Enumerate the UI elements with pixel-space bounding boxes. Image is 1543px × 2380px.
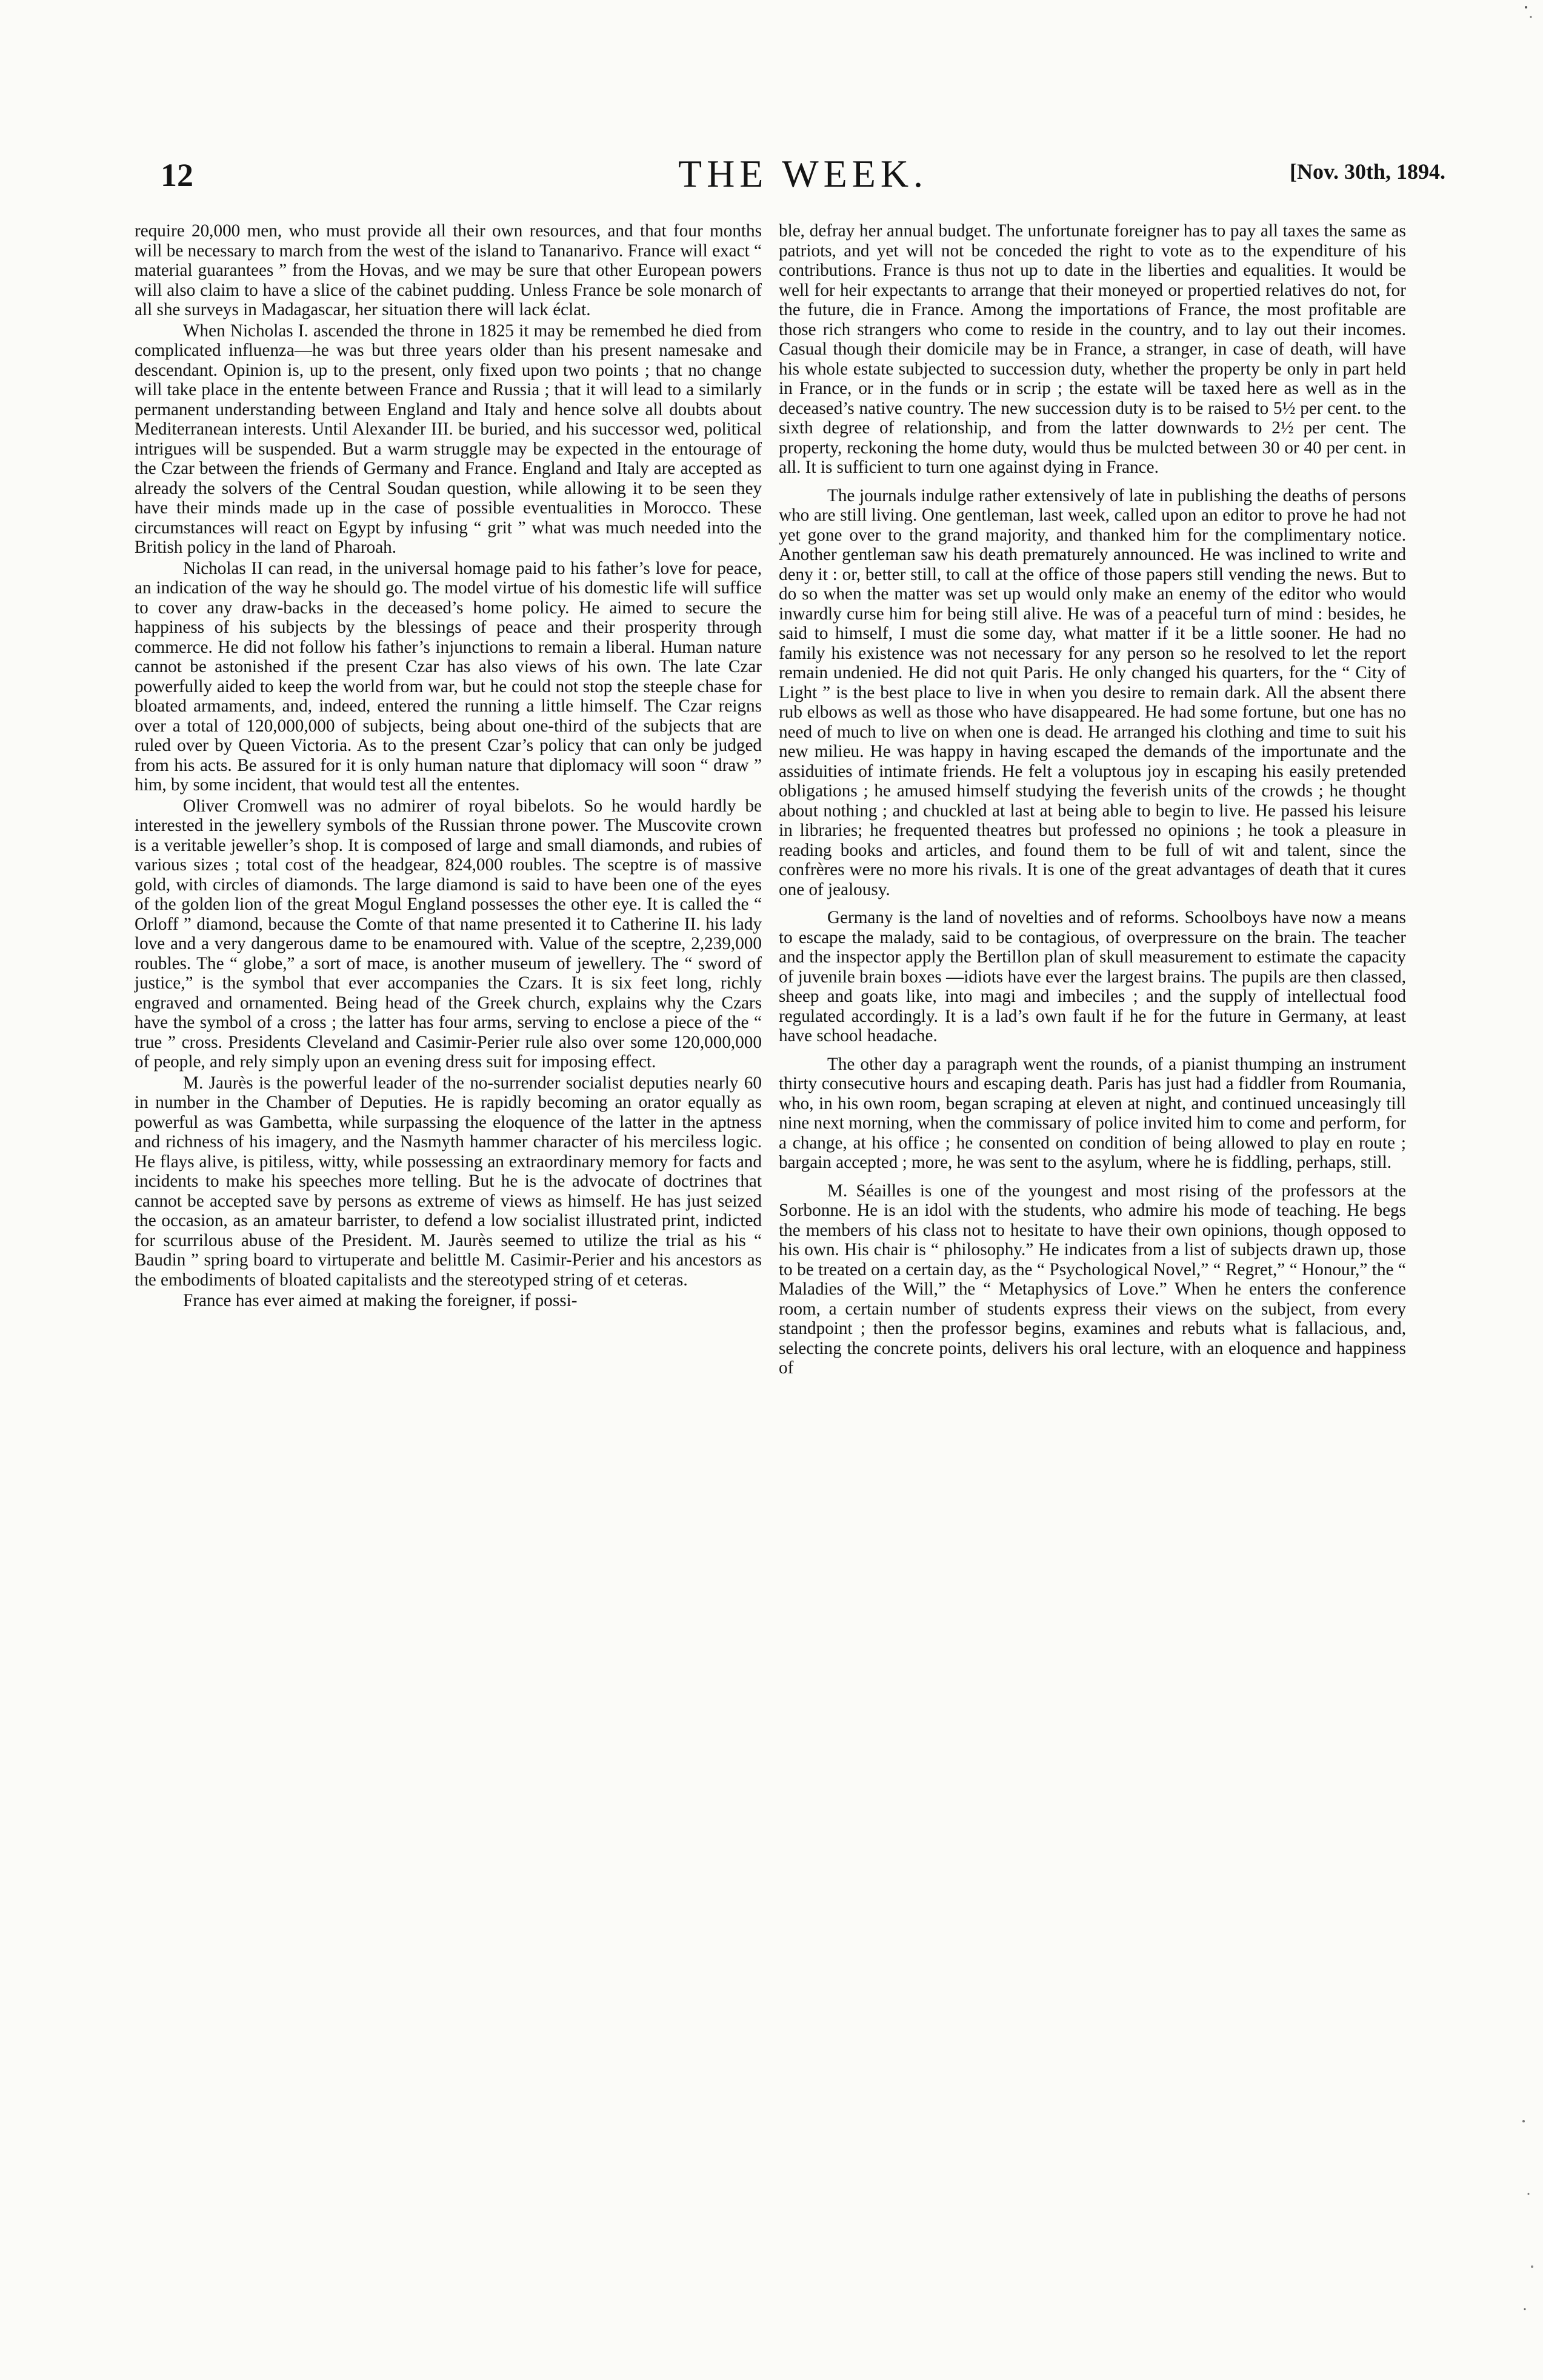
paragraph-cromwell-jewels: Oliver Cromwell was no admirer of royal bibelots. So he would hardly be interested in the jewellery symbols of the Russian throne power. The Muscovite crown is a veritable jeweller’s shop. It is composed of large and small diamonds, and rubies of various sizes ; total cost of the headgear, 824,000 roubles. The sceptre is of massive gold, with circles of diamonds. The large diamond is said to have been one of the eyes of the golden lion of the great Mogul England possesses the other eye. It is called the “ Orloff ” diamond, because the Comte of that name presented it to Catherine II. his lady love and a very dangerous dame to be enamoured with. Value of the sceptre, 2,239,000 roubles. The “ globe,” a sort of mace, is another museum of jewellery. The “ sword of justice,” is the symbol that ever accompanies the Czars. It is six feet long, richly engraved and ornamented. Being head of the Greek church, explains why the Czars have the symbol of a cross ; the latter has four arms, serving to enclose a piece of the “ true ” cross. Presidents Cleveland and Casimir-Perier rule also over some 120,000,000 of people, and rely simply upon an evening dress suit for imposing effect.: [135, 796, 762, 1072]
page-number: 12: [161, 157, 193, 193]
right-column: [779, 221, 1406, 1378]
paragraph-jaures: M. Jaurès is the powerful leader of the no-surrender socialist deputies nearly 60 in number in the Chamber of Deputies. He is rapidly becoming an orator equally as powerful as was Gambetta, while surpassing the eloquence of the latter in the aptness and richness of his imagery, and the Nasmyth hammer character of his merciless logic. He flays alive, is pitiless, witty, while possessing an extraordinary memory for facts and incidents to make his speeches more telling. But he is the advocate of doctrines that cannot be accepted save by persons as extreme of views as himself. He has just seized the occasion, as an amateur barrister, to defend a low socialist illustrated print, indicted for scurrilous abuse of the President. M. Jaurès seemed to utilize the trial as his “ Baudin ” spring board to virtuperate and belittle M. Casimir-Perier and his ancestors as the embodiments of bloated capitalists and the stereotyped string of et ceteras.: [135, 1073, 762, 1290]
page-header: [161, 152, 1445, 194]
paragraph-madagascar: require 20,000 men, who must provide all their own resources, and that four months will be necessary to march from the west of the island to Tananarivo. France will exact “ material guarantees ” from the Hovas, and we may be sure that other European powers will also claim to have a slice of the cabinet pudding. Unless France be sole monarch of all she surveys in Madagascar, her situation there will lack éclat.: [135, 221, 762, 319]
paragraph-false-deaths: The journals indulge rather extensively of late in publishing the deaths of persons who are still living. One gentleman, last week, called upon an editor to prove he had not yet gone over to the grand majority, and thanked him for the complimentary notice. Another gentleman saw his death prematurely announced. He was inclined to write and deny it : or, better still, to call at the office of those papers still vending the news. But to do so when the matter was set up would only make an enemy of the editor who would inwardly curse him for being still alive. He was of a peaceful turn of mind : besides, he said to himself, I must die some day, what matter if it be a little sooner. He had no family his existence was not necessary for any person so he resolved to let the report remain undenied. He did not quit Paris. He only changed his quarters, for the “ City of Light ” is the best place to live in when you desire to remain dark. All the absent there rub elbows as well as those who have disappeared. He had some fortune, but one has no need of much to live on when one is dead. He arranged his clothing and time to suit his new milieu. He was happy in having escaped the demands of the importunate and the assiduities of intimate friends. He felt a voluptous joy in escaping his easily pretended obligations ; he amused himself studying the feverish units of the crowds ; he thought about nothing ; and chuckled at last at being able to begin to live. He passed his leisure in libraries; he frequented theatres but professed no opinions ; he took a pleasure in reading books and articles, and found them to be full of wit and talent, since the confrères were no more his rivals. It is one of the great advantages of death that it cures one of jealousy.: [779, 485, 1406, 899]
paragraph-foreigner-start: France has ever aimed at making the foreigner, if possi-: [183, 1291, 578, 1310]
paragraph-fiddler: The other day a paragraph went the rounds, of a pianist thumping an instrument thirty consecutive hours and escaping death. Paris has just had a fiddler from Roumania, who, in his own room, began scraping at eleven at night, and continued unceasingly till nine next morning, when the commissary of police invited him to come and perform, for a change, at his office ; he consented on condition of being allowed to play en route ; bargain accepted ; more, he was sent to the asylum, where he is fiddling, perhaps, still.: [779, 1054, 1406, 1172]
left-column: [135, 221, 762, 1311]
paragraph-nicholas-ii: Nicholas II can read, in the universal homage paid to his father’s love for peace, an indication of the way he should go. The model virtue of his domestic life will suffice to cover any draw-backs in the deceased’s home policy. He aimed to secure the happiness of his subjects by the blessings of peace and their prosperity through commerce. He did not follow his father’s injunctions to remain a liberal. Human nature cannot be astonished if the present Czar has also views of his own. The late Czar powerfully aided to keep the world from war, but he could not stop the steeple chase for bloated armaments, and, indeed, entered the running a little himself. The Czar reigns over a total of 120,000,000 of subjects, being about one-third of the subjects that are ruled over by Queen Victoria. As to the present Czar’s policy that can only be judged from his acts. Be assured for it is only human nature that diplomacy will soon “ draw ” him, by some incident, that would test all the ententes.: [135, 558, 762, 795]
paragraph-foreigner-tax: ble, defray her annual budget. The unfortunate foreigner has to pay all taxes the same as patriots, and yet will not be conceded the right to vote as to the expenditure of his contributions. France is thus not up to date in the liberties and equalities. It would be well for heir expectants to arrange that their moneyed or propertied relatives do not, for the future, die in France. Among the importations of France, the most profitable are those rich strangers who come to reside in the country, and to lay out their incomes. Casual though their domicile may be in France, a stranger, in case of death, will have his whole estate subjected to succession duty, whether the property be only in part held in France, or in the funds or in scrip ; the estate will be taxed here as well as in the deceased’s native country. The new succession duty is to be raised to 5½ per cent. to the sixth degree of relationship, and from the latter downwards to 2½ per cent. The property, reckoning the home duty, would thus be mulcted between 30 or 40 per cent. in all. It is sufficient to turn one against dying in France.: [779, 221, 1406, 477]
publication-title: THE WEEK.: [678, 152, 928, 195]
paragraph-seailles: M. Séailles is one of the youngest and most rising of the professors at the Sorbonne. He is an idol with the students, who admire his mode of teaching. He begs the members of his class not to hesitate to have their own opinions, though opposed to his own. His chair is “ philosophy.” He indicates from a list of subjects drawn up, those to be treated on a certain day, as the “ Psychological Novel,” “ Regret,” “ Honour,” the “ Maladies of the Will,” the “ Metaphysics of Love.” When he enters the conference room, a certain number of students express their views on the subject, from every standpoint ; then the professor begins, examines and rebuts what is fallacious, and, selecting the concrete points, delivers his oral lecture, with an eloquence and happiness of: [779, 1181, 1406, 1378]
page-edge-specks: [1513, 0, 1537, 2380]
paragraph-germany-schools: Germany is the land of novelties and of reforms. Schoolboys have now a means to escape the malady, said to be contagious, of overpressure on the brain. The teacher and the inspector apply the Bertillon plan of skull measurement to estimate the capacity of juvenile brain boxes —idiots have ever the largest brains. The pupils are then classed, sheep and goats like, into magi and imbeciles ; and the supply of intellectual food regulated accordingly. It is a lad’s own fault if he for the future in Germany, at least have school headache.: [779, 908, 1406, 1045]
issue-date: [Nov. 30th, 1894.: [1289, 159, 1445, 184]
paragraph-nicholas-i: When Nicholas I. ascended the throne in 1825 it may be remembed he died from complicated influenza—he was but three years older than his present namesake and descendant. Opinion is, up to the present, only fixed upon two points ; that no change will take place in the entente between France and Russia ; that it will lead to a similarly permanent understanding between England and Italy and hence solve all doubts about Mediterranean interests. Until Alexander III. be buried, and his successor wed, political intrigues will be suspended. But a warm struggle may be expected in the entourage of the Czar between the friends of Germany and France. England and Italy are accepted as already the solvers of the Central Soudan question, while allowing it to be seen they have their minds made up in the case of possible eventualities in Morocco. These circumstances will react on Egypt by infusing “ grit ” what was much needed into the British policy in the land of Pharoah.: [135, 321, 762, 557]
